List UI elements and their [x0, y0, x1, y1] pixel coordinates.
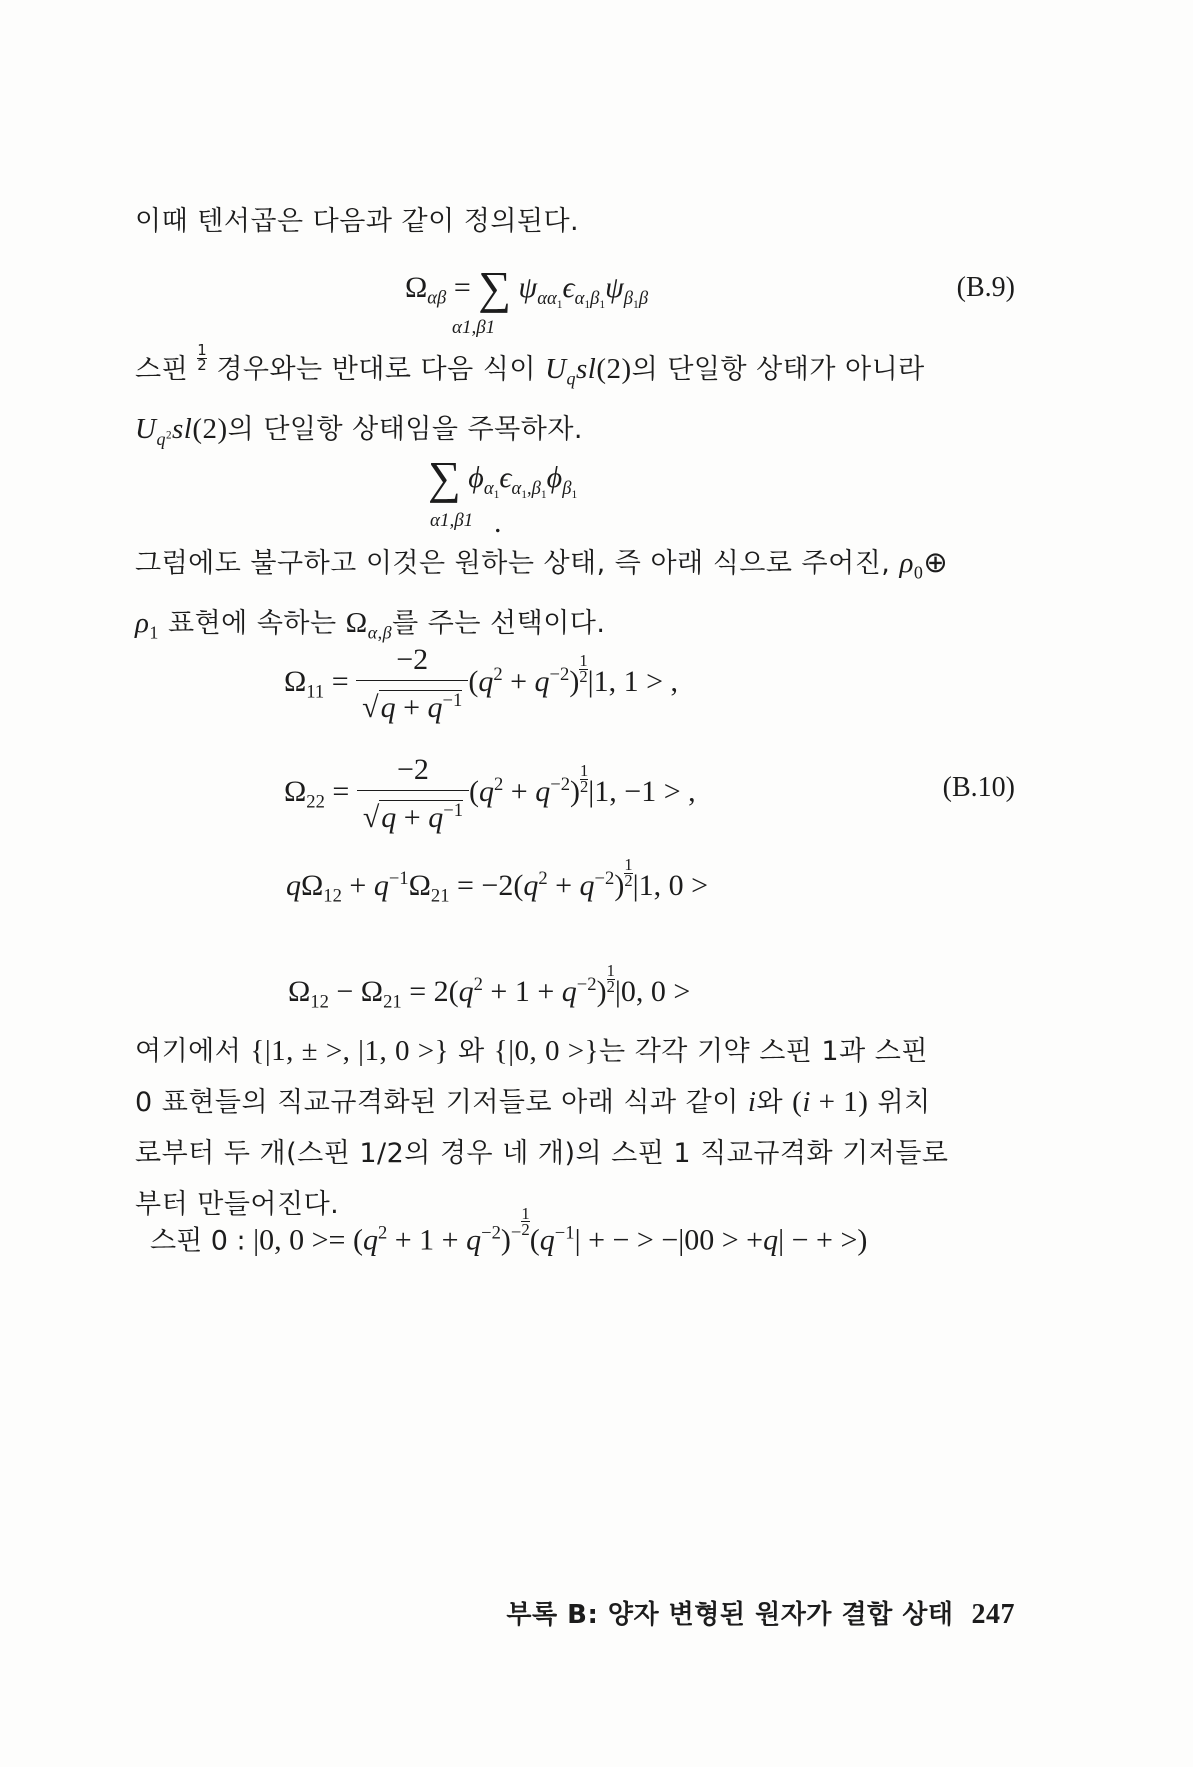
sum-index-b9: α1,β1 — [452, 317, 496, 338]
equation-number-b9: (B.9) — [956, 272, 1015, 303]
para1-text-d: 의 단일항 상태임을 주목하자. — [227, 414, 583, 446]
sum-index-phi: α1,β1 — [430, 510, 474, 531]
para2-line2-b: 를 주는 선택이다. — [392, 608, 606, 640]
para1-text-b: 경우와는 반대로 다음 식이 — [216, 354, 536, 385]
para3-line1-a: 여기에서 — [135, 1036, 242, 1067]
running-footer — [135, 1594, 1015, 1631]
para2-line1: 그럼에도 불구하고 이것은 원하는 상태, 즉 아래 식으로 주어진, — [135, 548, 891, 579]
paragraph-choice: 그럼에도 불구하고 이것은 원하는 상태, 즉 아래 식으로 주어진, $\rho_0\oplus$ $\rho_1$ 표현에 속하는 $\Omega_{\alpha,\beta}$를 주는 선택이다. — [135, 547, 949, 643]
paragraph-singlet: 스핀 $\frac{1}{2}$ 경우와는 반대로 다음 식이 $U_qsl(2)$의 단일항 상태가 아니라 $U_{q^2}sl(2)$의 단일항 상태임을 주목하자. — [135, 341, 925, 449]
footer-title: 부록 B: 양자 변형된 원자가 결합 상태 — [506, 1600, 954, 1630]
para3-line3: 로부터 두 개(스핀 1/2의 경우 네 개)의 스핀 1 직교규격화 기저들로 — [135, 1138, 949, 1169]
intro-text: 이때 텐서곱은 다음과 같이 정의된다. — [135, 206, 580, 237]
equation-number-b10: (B.10) — [942, 772, 1015, 803]
para3-line1-b: 와 — [458, 1036, 485, 1067]
para3-line2-b: 와 — [756, 1087, 784, 1118]
page: 이때 텐서곱은 다음과 같이 정의된다. $\Omega_{\alpha\beta}$ = ∑ $\psi_{\alpha\alpha_1}\epsilon_{\alpha_1\beta_1}\psi_{\beta_1\beta}$ α1,β1 (B.9) 스핀 $\frac{1}{2}$ 경우와는 반대로 다음 식이 $U_qsl(2)$의 단일항 상태가 아니라 $U_{q^2}sl(2)$의 단일항 상태임을 주목하자. ∑ $\phi_{\alpha_1}\epsilon_{\alpha_1,\beta_1}\phi_{\beta_1}$ α1,β1 . 그럼에도 불구하고 이것은 원하는 상태, 즉 아래 식으로 주어진, $\rho_0\oplus$ $\rho_1$ 표현에 속하는 $\Omega_{\alpha,\beta}$를 주는 선택이다. $\Omega_{11}$ = $\frac{-2}{√q + q^{-1}}$ $(q^2 + q^{-2})$ $\frac{1}{2}$ |1, 1 > , $\Omega_{22}$ = $\frac{-2}{√q + q^{-1}}$ $(q^2 + q^{-2})$ $\frac{1}{2}$ |1, −1 > , (B.10) $q\Omega_{12} + q^{-1}\Omega_{21} = -2(q^2 + q^{-2})$ $\frac{1}{2}$ |1, 0 > $\Omega_{12} - \Omega_{21} = 2(q^2 + 1 + q^{-2})$ $\frac{1}{2}$ |0, 0 > 여기에서 {|1, ± >, |1, 0 >} 와 {|0, 0 >}는 각각 기약 스핀 1과 스핀 0 표현들의 직교규격화된 기저들로 아래 식과 같이 i와 (i + 1) 위치 로부터 두 개(스핀 1/2의 경우 네 개)의 스핀 1 직교규격화 기저들로 부터 만들어진다. 스핀 0 : |0, $0 >= (q^2 + 1 + q^{-2})^{- \frac{1}{2}}$ ($q^{-1}|$ + − > −|00 > +q| − + >) 부록 B: 양자 변형된 원자가 결합 상태 247 — [0, 0, 1193, 1767]
para3-line4: 부터 만들어진다. — [135, 1189, 340, 1220]
para3-line2-c: 위치 — [877, 1087, 931, 1118]
para3-line2-a: 0 표현들의 직교규격화된 기저들로 아래 식과 같이 — [135, 1087, 739, 1118]
one-half-fraction: $\frac{1}{2}$ — [197, 341, 208, 374]
para1-spin-label: 스핀 — [135, 354, 189, 385]
para3-line1-c: 는 각각 기약 스핀 1과 스핀 — [599, 1036, 928, 1067]
para2-line2-a: 표현에 속하는 — [168, 608, 337, 640]
para1-text-c: 의 단일항 상태가 아니라 — [631, 354, 925, 385]
page-number: 247 — [971, 1599, 1015, 1630]
paragraph-basis: 여기에서 {|1, ± >, |1, 0 >} 와 {|0, 0 >}는 각각 기약 스핀 1과 스핀 0 표현들의 직교규격화된 기저들로 아래 식과 같이 i와 (i + 1) 위치 로부터 두 개(스핀 1/2의 경우 네 개)의 스핀 1 직교규격화 기저들로 부터 만들어진다. — [135, 1035, 949, 1220]
spin0-label: 스핀 0 : — [150, 1225, 246, 1257]
